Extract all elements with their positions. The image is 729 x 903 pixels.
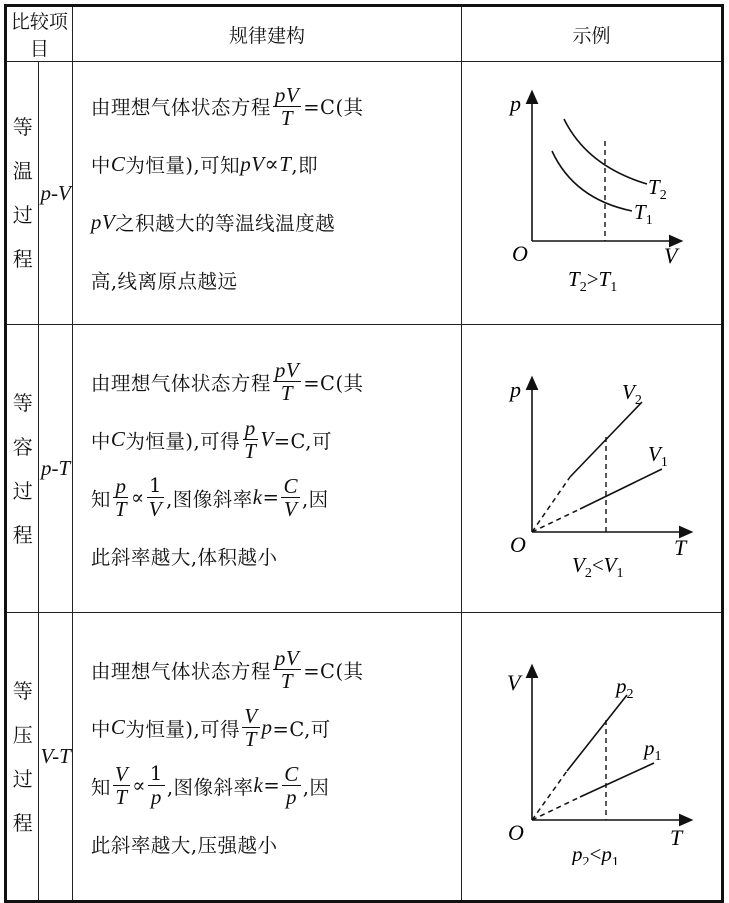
text: 此斜率越大,压强越小 [90,833,278,857]
fraction [113,763,130,808]
x-axis-label: T [669,824,682,850]
x-axis-label: T [673,534,686,560]
process-name-bottom: 过程 [12,203,33,271]
fraction [273,84,301,129]
isobar-diagram [482,645,702,865]
symbol: k [253,773,264,797]
denominator: p [285,785,297,809]
fraction [147,475,164,520]
denominator: T [280,105,294,130]
text: 为恒量),可得 [125,717,241,741]
header-example: 示例 [462,6,723,62]
numerator: C [284,762,299,786]
fraction [148,763,165,808]
fraction [242,417,258,462]
denominator: V [148,497,163,521]
symbol: C [110,715,126,739]
operator: ∝ [131,486,145,509]
text: 为恒量),可得 [125,429,241,453]
numerator: V [114,762,129,786]
symbol: C [110,427,126,451]
denominator: T [280,381,294,405]
variables: p-T [39,325,72,613]
denominator: V [284,497,298,521]
numerator: pV [274,82,300,107]
comparison-table [4,4,724,903]
process-name [6,62,39,325]
text: =C,可 [272,717,331,741]
fraction [242,705,259,750]
symbol: k [252,485,263,509]
text: 之积越大的等温线温度越 [115,212,336,235]
numerator: V [244,704,258,728]
process-name-bottom: 过程 [12,478,33,547]
fraction [281,475,300,520]
process-name-top: 等容 [12,390,33,459]
isotherm-t1 [552,151,632,211]
text: ,因 [302,775,330,799]
p1-extrapolation [532,797,580,820]
curve-label-t2: $T_2$ [647,175,667,203]
y-axis-label: p [509,376,521,402]
symbol: C [110,151,126,176]
denominator: p [150,785,162,809]
denominator: T [244,439,257,463]
text: =C(其 [303,659,364,683]
curve-label-t1: $T_1$ [633,200,653,228]
text: =C(其 [303,96,364,119]
process-name-bottom: 过程 [12,766,33,835]
header-law: 规律建构 [72,6,461,62]
numerator: 1 [148,474,162,497]
y-axis-label: p [509,91,521,116]
operator: ∝ [132,774,146,797]
fraction [282,763,301,808]
text: ,图像斜率 [166,487,253,511]
numerator: pV [274,646,300,670]
text: 由理想气体状态方程 [90,659,271,683]
text: 中 [90,717,111,741]
row-isothermal [6,62,723,325]
text: 为恒量),可知 [125,154,241,177]
isotherm-diagram [482,81,702,301]
chart-caption: $V_2<V_1$ [571,552,624,577]
line-label-p1: $p_1$ [643,735,662,764]
symbol: p [261,715,273,739]
symbol: pV [90,209,116,234]
example-chart-isochoric [462,325,723,613]
expression: pV∝T [240,151,292,176]
text: 中 [90,154,111,177]
numerator: 1 [149,762,163,785]
law-description [72,613,461,902]
denominator: T [114,497,128,521]
row-isochoric [6,325,723,613]
fraction [273,359,301,404]
origin-label: O [511,241,528,266]
text: 此斜率越大,体积越小 [90,545,278,569]
line-label-v1: $V_1$ [647,441,668,470]
text: =C(其 [303,371,364,395]
text: ,图像斜率 [166,775,254,799]
numerator: pV [274,358,300,382]
denominator: T [280,669,294,693]
line-label-v2: $V_2$ [621,379,642,408]
process-name-top: 等压 [12,678,33,747]
text: 由理想气体状态方程 [90,371,271,395]
text: ,即 [291,154,319,177]
denominator: T [244,727,257,751]
variables: p-V [39,62,72,325]
header-row [6,6,723,62]
process-name [6,325,39,613]
example-chart-isothermal [462,62,723,325]
origin-label: O [507,819,524,845]
text: ,因 [301,487,329,511]
fraction [113,475,129,520]
example-chart-isobaric [462,613,723,902]
law-description [72,62,461,325]
denominator: T [115,785,128,809]
text: 由理想气体状态方程 [90,96,271,119]
text: 知 [90,487,111,511]
fraction [273,647,301,692]
law-description [72,325,461,613]
text: 高,线离原点越远 [90,270,238,293]
operator: = [263,774,281,797]
text: 中 [90,429,111,453]
process-name [6,613,39,902]
isochore-diagram [482,357,702,577]
text: =C,可 [273,429,332,453]
symbol: V [260,427,274,451]
process-name-top: 等温 [12,115,33,183]
operator: = [262,486,280,509]
p2-extrapolation [532,771,567,820]
numerator: p [115,474,127,498]
numerator: C [283,474,298,498]
v2-extrapolation [532,477,570,532]
header-compare-item: 比较项目 [6,6,73,62]
numerator: p [244,416,256,440]
x-axis-label: V [663,243,677,268]
text: 知 [90,775,111,799]
line-label-p2: $p_2$ [615,673,634,702]
row-isobaric [6,613,723,902]
variables: V-T [39,613,72,902]
chart-caption: $T_2>T_1$ [567,267,617,295]
chart-caption: $p_2<p_1$ [571,841,619,865]
isochore-v1 [580,469,662,509]
y-axis-label: V [506,669,520,695]
isobar-p1 [580,763,654,797]
isobar-p2 [567,695,627,771]
origin-label: O [509,531,526,557]
